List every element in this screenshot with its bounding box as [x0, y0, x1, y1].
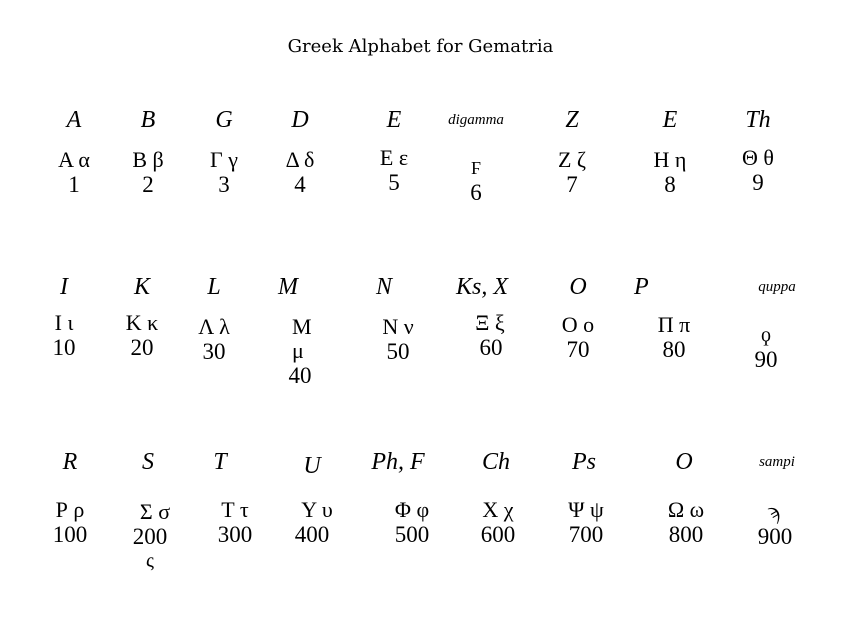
greek-letters: Ζ ζ [557, 147, 587, 172]
numeric-value: 200 [132, 524, 168, 549]
greek-letters: Ρ ρ [55, 497, 85, 522]
numeric-value: 4 [294, 172, 306, 197]
greek-letters: Ξ ξ [475, 310, 505, 335]
transliteration: M [278, 274, 298, 300]
greek-letters: Ψ ψ [568, 497, 604, 522]
numeric-value: 500 [394, 522, 430, 547]
greek-letters: Ϝ [470, 158, 481, 178]
transliteration: quppa [758, 279, 796, 295]
letter-cell-xi [442, 273, 522, 361]
greek-letters: Γ γ [210, 147, 238, 172]
letter-cell-omicron [538, 273, 618, 363]
transliteration: Ps [572, 449, 596, 475]
numeric-value: 2 [142, 172, 154, 197]
transliteration: U [303, 453, 321, 479]
greek-letters: Λ λ [198, 314, 230, 339]
numeric-value: 700 [568, 522, 604, 547]
greek-letters: Ν ν [382, 314, 414, 339]
greek-letters: Ο ο [561, 312, 595, 337]
greek-letters: ϙ [761, 324, 771, 346]
letter-cell-beta [108, 106, 188, 198]
letter-cell-rho [30, 448, 110, 548]
numeric-value: 900 [757, 524, 793, 549]
greek-letters: Υ υ [301, 497, 333, 522]
numeric-value: 30 [202, 339, 226, 364]
transliteration: Z [565, 107, 579, 133]
greek-letters: Ω ω [667, 497, 705, 522]
letter-cell-psi [544, 448, 624, 548]
letter-cell-gamma [184, 106, 264, 198]
numeric-value: 5 [388, 170, 400, 195]
numeric-value: 7 [566, 172, 578, 197]
letter-cell-nu [344, 273, 424, 365]
numeric-value: 3 [218, 172, 230, 197]
greek-letters: Θ θ [742, 145, 774, 170]
transliteration: O [569, 274, 587, 300]
numeric-value: 600 [480, 522, 516, 547]
transliteration: D [291, 107, 309, 133]
letter-cell-phi [364, 448, 444, 548]
greek-letters: ϡ [767, 499, 781, 524]
letter-cell-delta [260, 106, 340, 198]
transliteration: L [207, 274, 221, 300]
transliteration: P [634, 274, 649, 300]
numeric-value: 70 [566, 337, 590, 362]
greek-letters: Η η [653, 147, 687, 172]
greek-letters: Σ σ [139, 499, 171, 524]
greek-letters: Δ δ [285, 147, 315, 172]
letter-cell-epsilon [354, 106, 434, 196]
letter-cell-lambda [174, 273, 254, 365]
transliteration: Ks, X [455, 274, 508, 300]
transliteration: E [662, 107, 678, 133]
transliteration: Ph, F [371, 449, 425, 475]
greek-letters: Φ φ [394, 497, 430, 522]
letter-cell-digamma [436, 106, 516, 206]
transliteration: T [213, 449, 227, 475]
greek-letters: Β β [132, 147, 164, 172]
numeric-value: 90 [754, 347, 778, 372]
greek-letters: Π π [657, 312, 691, 337]
transliteration: K [133, 274, 150, 300]
transliteration: E [386, 107, 402, 133]
numeric-value: 60 [479, 335, 503, 360]
greek-letters: Ε ε [379, 145, 409, 170]
letter-cell-omega [644, 448, 724, 548]
numeric-value: 10 [52, 335, 76, 360]
letter-cell-tau [180, 448, 260, 548]
numeric-value: 50 [386, 339, 410, 364]
transliteration: Ch [481, 449, 510, 475]
transliteration: sampi [759, 454, 795, 470]
transliteration: G [215, 107, 233, 133]
letter-cell-mu [248, 273, 328, 389]
transliteration: A [66, 107, 82, 133]
transliteration: S [142, 449, 154, 475]
numeric-value: 8 [664, 172, 676, 197]
letter-cell-sampi [728, 448, 808, 550]
page-title: Greek Alphabet for Gematria [287, 36, 554, 57]
letter-cell-pi [620, 273, 700, 363]
final-sigma: ς [146, 550, 154, 572]
letter-cell-upsilon [272, 448, 352, 548]
numeric-value: 9 [752, 170, 764, 195]
greek-letters: Α α [58, 147, 90, 172]
transliteration: O [675, 449, 693, 475]
greek-letters: Μ μ [292, 314, 312, 363]
numeric-value: 1 [68, 172, 80, 197]
transliteration: B [140, 107, 156, 133]
numeric-value: 300 [217, 522, 253, 547]
numeric-value: 40 [288, 363, 312, 388]
letter-cell-chi [456, 448, 536, 548]
greek-letters: Χ χ [482, 497, 514, 522]
letter-cell-quppa [726, 273, 806, 373]
letter-cell-kappa [102, 273, 182, 361]
greek-letters: Κ κ [125, 310, 159, 335]
numeric-value: 20 [130, 335, 154, 360]
transliteration: N [375, 274, 392, 300]
letter-cell-iota [24, 273, 104, 361]
letter-cell-eta [630, 106, 710, 198]
transliteration: Th [745, 107, 771, 133]
transliteration: digamma [448, 112, 504, 128]
letter-cell-alpha [34, 106, 114, 198]
transliteration: I [60, 274, 68, 300]
numeric-value: 800 [668, 522, 704, 547]
greek-letters: Τ τ [221, 497, 249, 522]
letter-cell-zeta [532, 106, 612, 198]
numeric-value: 100 [52, 522, 88, 547]
transliteration: R [62, 449, 78, 475]
letter-cell-theta [718, 106, 798, 196]
numeric-value: 6 [470, 180, 482, 205]
numeric-value: 400 [294, 522, 330, 547]
letter-cell-sigma [108, 448, 188, 572]
numeric-value: 80 [662, 337, 686, 362]
greek-letters: Ι ι [54, 310, 74, 335]
